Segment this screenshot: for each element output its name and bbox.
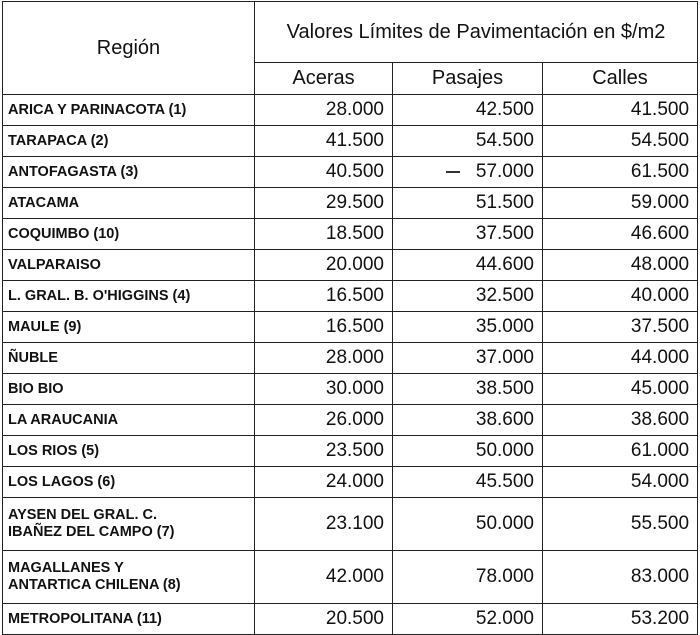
aceras-cell: 29.500 — [255, 188, 393, 219]
aceras-cell: 40.500 — [255, 157, 393, 188]
stray-mark — [446, 171, 460, 173]
pasajes-cell: 42.500 — [393, 95, 543, 126]
table-row — [3, 604, 698, 635]
calles-cell: 83.000 — [543, 551, 698, 604]
table-header — [3, 2, 698, 95]
table-row — [3, 250, 698, 281]
table-row — [3, 405, 698, 436]
aceras-cell: 23.100 — [255, 498, 393, 551]
aceras-cell: 30.000 — [255, 374, 393, 405]
pasajes-cell: 32.500 — [393, 281, 543, 312]
region-cell: ATACAMA — [3, 188, 255, 219]
calles-cell: 54.500 — [543, 126, 698, 157]
aceras-cell: 28.000 — [255, 343, 393, 374]
aceras-cell: 20.500 — [255, 604, 393, 635]
region-cell: LOS LAGOS (6) — [3, 467, 255, 498]
region-cell: BIO BIO — [3, 374, 255, 405]
table-row — [3, 343, 698, 374]
aceras-cell: 20.000 — [255, 250, 393, 281]
region-cell: LA ARAUCANIA — [3, 405, 255, 436]
calles-cell: 48.000 — [543, 250, 698, 281]
table-row — [3, 374, 698, 405]
pasajes-cell — [393, 157, 543, 188]
region-line-2: ANTARTICA CHILENA (8) — [8, 577, 181, 593]
calles-cell: 40.000 — [543, 281, 698, 312]
calles-header: Calles — [543, 63, 698, 95]
pasajes-cell: 44.600 — [393, 250, 543, 281]
aceras-cell: 23.500 — [255, 436, 393, 467]
region-cell: L. GRAL. B. O'HIGGINS (4) — [3, 281, 255, 312]
pasajes-cell: 38.600 — [393, 405, 543, 436]
calles-cell: 61.500 — [543, 157, 698, 188]
pasajes-cell: 38.500 — [393, 374, 543, 405]
calles-cell: 46.600 — [543, 219, 698, 250]
table-row — [3, 312, 698, 343]
pasajes-cell: 50.000 — [393, 498, 543, 551]
table-row — [3, 126, 698, 157]
region-cell: METROPOLITANA (11) — [3, 604, 255, 635]
calles-cell: 61.000 — [543, 436, 698, 467]
aceras-cell: 16.500 — [255, 281, 393, 312]
table-body — [3, 95, 698, 635]
region-cell: VALPARAISO — [3, 250, 255, 281]
pasajes-cell: 54.500 — [393, 126, 543, 157]
table-row — [3, 436, 698, 467]
calles-cell: 45.000 — [543, 374, 698, 405]
calles-cell: 54.000 — [543, 467, 698, 498]
pasajes-cell: 78.000 — [393, 551, 543, 604]
aceras-cell: 41.500 — [255, 126, 393, 157]
table-row — [3, 498, 698, 551]
aceras-cell: 28.000 — [255, 95, 393, 126]
region-line-1: MAGALLANES Y — [8, 560, 124, 576]
paving-limits-table — [2, 1, 698, 635]
calles-cell: 41.500 — [543, 95, 698, 126]
region-header: Región — [3, 2, 255, 95]
table-row — [3, 281, 698, 312]
calles-cell: 37.500 — [543, 312, 698, 343]
pasajes-cell: 45.500 — [393, 467, 543, 498]
aceras-header: Aceras — [255, 63, 393, 95]
calles-cell: 38.600 — [543, 405, 698, 436]
calles-cell: 55.500 — [543, 498, 698, 551]
aceras-cell: 18.500 — [255, 219, 393, 250]
table-row — [3, 95, 698, 126]
table-row — [3, 188, 698, 219]
table-row — [3, 467, 698, 498]
paving-values-header: Valores Límites de Pavimentación en $/m2 — [255, 2, 698, 63]
pasajes-cell: 37.500 — [393, 219, 543, 250]
pasajes-cell: 37.000 — [393, 343, 543, 374]
aceras-cell: 26.000 — [255, 405, 393, 436]
region-cell: TARAPACA (2) — [3, 126, 255, 157]
calles-cell: 59.000 — [543, 188, 698, 219]
region-cell: LOS RIOS (5) — [3, 436, 255, 467]
table-row — [3, 157, 698, 188]
region-cell: ÑUBLE — [3, 343, 255, 374]
aceras-cell: 42.000 — [255, 551, 393, 604]
region-line-2: IBAÑEZ DEL CAMPO (7) — [8, 524, 175, 540]
region-cell: ANTOFAGASTA (3) — [3, 157, 255, 188]
region-cell — [3, 498, 255, 551]
region-cell: COQUIMBO (10) — [3, 219, 255, 250]
pasajes-cell: 35.000 — [393, 312, 543, 343]
region-cell: ARICA Y PARINACOTA (1) — [3, 95, 255, 126]
pasajes-header: Pasajes — [393, 63, 543, 95]
table-row — [3, 551, 698, 604]
table-row — [3, 219, 698, 250]
pasajes-cell: 52.000 — [393, 604, 543, 635]
region-cell — [3, 551, 255, 604]
calles-cell: 44.000 — [543, 343, 698, 374]
aceras-cell: 16.500 — [255, 312, 393, 343]
pasajes-value: 57.000 — [475, 161, 534, 182]
calles-cell: 53.200 — [543, 604, 698, 635]
region-cell: MAULE (9) — [3, 312, 255, 343]
pasajes-cell: 50.000 — [393, 436, 543, 467]
pasajes-cell: 51.500 — [393, 188, 543, 219]
aceras-cell: 24.000 — [255, 467, 393, 498]
region-line-1: AYSEN DEL GRAL. C. — [8, 507, 158, 523]
